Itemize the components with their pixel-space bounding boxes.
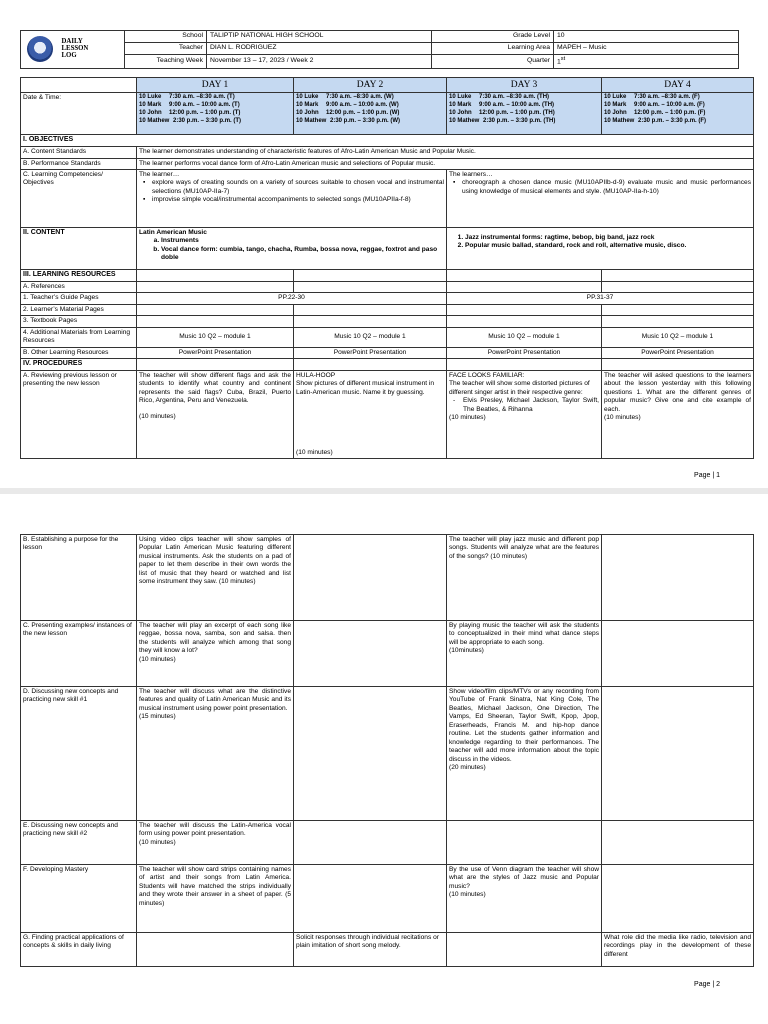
grade-value: 10 xyxy=(554,31,739,43)
lm-label: 2. Learner’s Material Pages xyxy=(21,304,137,315)
proc-g-day2: Solicit responses through individual recitations or plain imitation of short song melody. xyxy=(294,933,447,967)
other-resources-value: PowerPoint Presentation xyxy=(602,347,754,358)
competencies-right xyxy=(447,169,754,227)
schedule-line: 10 Mark 9:00 a.m. – 10:00 a.m. (W) xyxy=(296,102,399,109)
tg-pages-left: PP.22-30 xyxy=(137,293,447,304)
page-number: Page | 2 xyxy=(694,981,720,988)
competency-item: ▪ choreograph a chosen dance music (MU10APIIb-d-9) evaluate music and music performances using knowledge of musical elements and style. (MU10AP-IIa-h-10) xyxy=(457,179,751,196)
proc-g-day4: What role did the media like radio, television and recordings play in the development of these different xyxy=(602,933,754,967)
proc-b-day3: The teacher will play jazz music and different pop songs. Students will analyze what are the features of the songs? (10 minutes) xyxy=(447,535,602,621)
content-title: Latin American Music xyxy=(139,228,207,236)
corner-cell xyxy=(21,78,137,93)
quarter-number: 1 xyxy=(557,58,561,66)
quarter-label: Quarter xyxy=(432,55,554,69)
proc-c-day3: By playing music the teacher will ask the students to conceptualized in their mind what dance steps will be appropriate to each song. (10minutes) xyxy=(447,621,602,687)
content-heading: II. CONTENT xyxy=(21,227,137,269)
week-value: November 13 – 17, 2023 / Week 2 xyxy=(207,55,432,69)
content-std-label: A. Content Standards xyxy=(21,147,137,158)
area-label: Learning Area xyxy=(432,43,554,55)
header-table xyxy=(20,30,739,69)
content-item: a. Instruments xyxy=(161,237,444,245)
schedule-line: 10 Mark 9:00 a.m. – 10:00 a.m. (TH) xyxy=(449,102,555,109)
tg-label: 1. Teacher’s Guide Pages xyxy=(21,293,137,304)
title-line: DAILY xyxy=(61,38,83,46)
day-header: DAY 2 xyxy=(294,78,447,93)
perf-std-text: The learner performs vocal dance form of Afro-Latin American music and selections of Popular music. xyxy=(137,158,754,169)
proc-a-day3: FACE LOOKS FAMILIAR: The teacher will show some distorted pictures of different singer artist in their respective genre: - Elvis Presley, Michael Jackson, Taylor Swift, The Beatles, & Rihanna (10 minutes) xyxy=(447,370,602,458)
quarter-value xyxy=(554,55,739,69)
other-resources-value: PowerPoint Presentation xyxy=(294,347,447,358)
schedule-line: 10 Luke 7:30 a.m. –8:30 a.m. (T) xyxy=(139,94,235,101)
proc-c-label: C. Presenting examples/ instances of the new lesson xyxy=(21,621,137,687)
schedule-line: 10 Luke 7:30 a.m. –8:30 a.m. (F) xyxy=(604,94,700,101)
page-1 xyxy=(0,0,768,494)
competency-item: ▪ explore ways of creating sounds on a variety of sources suitable to chosen vocal and instrumental selections (MU10AP-IIa-7) xyxy=(147,179,444,196)
resources-heading: III. LEARNING RESOURCES xyxy=(21,269,137,281)
schedule-line: 10 John 12:00 p.m. – 1:00 p.m. (TH) xyxy=(449,109,555,116)
schedule-line: 10 Mathew 2:30 p.m. – 3:30 p.m. (F) xyxy=(604,117,707,124)
content-right xyxy=(447,227,754,269)
teacher-value: DIAN L. RODRIGUEZ xyxy=(207,43,432,55)
proc-e-label: E. Discussing new concepts and practicing new skill #2 xyxy=(21,821,137,865)
quarter-suffix: st xyxy=(560,56,566,62)
school-label: School xyxy=(125,31,207,43)
proc-a-day1: The teacher will show different flags and ask the students to identify what country and continent represents the said flags? Cuba, Brazil, Puerto Rico, Argentina, Peru and Venezuela. (10 minutes) xyxy=(137,370,294,458)
day-header: DAY 4 xyxy=(602,78,754,93)
schedule-day4 xyxy=(602,93,754,135)
content-item: 1. Jazz instrumental forms: ragtime, bebop, big band, jazz rock xyxy=(465,234,751,242)
school-seal-icon xyxy=(27,36,53,62)
proc-a-day2: HULA-HOOP Show pictures of different musical instrument in Latin-American music. Name it by guessing. (10 minutes) xyxy=(294,370,447,458)
tb-label: 3. Textbook Pages xyxy=(21,316,137,327)
schedule-line: 10 Mark 9:00 a.m. – 10:00 a.m. (T) xyxy=(139,102,240,109)
lesson-table-page1 xyxy=(20,77,754,459)
dll-title xyxy=(59,31,125,69)
schedule-day3 xyxy=(447,93,602,135)
date-time-label: Date & Time: xyxy=(21,93,137,135)
add-materials-value: Music 10 Q2 – module 1 xyxy=(447,327,602,347)
content-std-text: The learner demonstrates understanding of characteristic features of Afro-Latin American Music and Popular Music. xyxy=(137,147,754,158)
proc-d-label: D. Discussing new concepts and practicing new skill #1 xyxy=(21,687,137,821)
schedule-line: 10 Mathew 2:30 p.m. – 3:30 p.m. (W) xyxy=(296,117,401,124)
competency-item: ▪ improvise simple vocal/instrumental accompaniments to selected songs (MU10APIIa-f-8) xyxy=(147,196,444,204)
schedule-line: 10 Mark 9:00 a.m. – 10:00 a.m. (F) xyxy=(604,102,705,109)
competencies-intro: The learners… xyxy=(449,170,493,178)
add-materials-value: Music 10 Q2 – module 1 xyxy=(294,327,447,347)
schedule-day2 xyxy=(294,93,447,135)
proc-d-day1: The teacher will discuss what are the distinctive features and quality of Latin American Music and its musical instrument using power point presentation. (15 minutes) xyxy=(137,687,294,821)
proc-e-day1: The teacher will discuss the Latin-America vocal form using power point presentation. (10 minutes) xyxy=(137,821,294,865)
content-left xyxy=(137,227,447,269)
proc-b-label: B. Establishing a purpose for the lesson xyxy=(21,535,137,621)
proc-d-day3: Show video/film clips/MTVs or any recording from YouTube of Frank Sinatra, Nat King Cole, The Beatles, Michael Jackson, One Direction, The Vamps, Ed Sheeran, Taylor Swift, Kpop, Jpop, Eraserheads, Francis M. and hip-hop dance routine. Let the students gather information and knowledge regarding to their performances. The teacher will add more information about the topic discuss in the videos. (20 minutes) xyxy=(447,687,602,821)
other-resources-label: B. Other Learning Resources xyxy=(21,347,137,358)
schedule-line: 10 John 12:00 p.m. – 1:00 p.m. (F) xyxy=(604,109,706,116)
school-value: TALIPTIP NATIONAL HIGH SCHOOL xyxy=(207,31,432,43)
schedule-line: 10 Luke 7:30 a.m. –8:30 a.m. (TH) xyxy=(449,94,550,101)
week-label: Teaching Week xyxy=(125,55,207,69)
area-value: MAPEH – Music xyxy=(554,43,739,55)
page-number: Page | 1 xyxy=(694,472,720,479)
competencies-intro: The learner… xyxy=(139,170,180,178)
other-resources-value: PowerPoint Presentation xyxy=(137,347,294,358)
title-line: LOG xyxy=(61,51,77,59)
proc-a-label: A. Reviewing previous lesson or presenting the new lesson xyxy=(21,370,137,458)
proc-a-day4: The teacher will asked questions to the learners about the lesson yesterday with this following questions 1. What are the different genres of popular music? Give one and cite example of each. (10 minutes) xyxy=(602,370,754,458)
content-item: 2. Popular music ballad, standard, rock and roll, alternative music, disco. xyxy=(465,242,751,250)
add-materials-label: 4. Additional Materials from Learning Resources xyxy=(21,327,137,347)
perf-std-label: B. Performance Standards xyxy=(21,158,137,169)
proc-f-label: F. Developing Mastery xyxy=(21,865,137,933)
add-materials-value: Music 10 Q2 – module 1 xyxy=(602,327,754,347)
competencies-label: C. Learning Competencies/ Objectives xyxy=(21,169,137,227)
day-header: DAY 3 xyxy=(447,78,602,93)
school-seal-cell xyxy=(21,31,59,69)
grade-label: Grade Level xyxy=(432,31,554,43)
proc-f-day1: The teacher will show card strips containing names of artist and their songs from Latin America. Students will have matched the strips individually and they wrote their answer in a sheet of paper. (5 minutes) xyxy=(137,865,294,933)
competencies-left xyxy=(137,169,447,227)
other-resources-value: PowerPoint Presentation xyxy=(447,347,602,358)
teacher-label: Teacher xyxy=(125,43,207,55)
objectives-heading: I. OBJECTIVES xyxy=(21,135,754,147)
tg-pages-right: PP.31-37 xyxy=(447,293,754,304)
schedule-line: 10 John 12:00 p.m. – 1:00 p.m. (W) xyxy=(296,109,400,116)
schedule-line: 10 John 12:00 p.m. – 1:00 p.m. (T) xyxy=(139,109,241,116)
procedures-heading: IV. PROCEDURES xyxy=(21,359,137,371)
add-materials-value: Music 10 Q2 – module 1 xyxy=(137,327,294,347)
schedule-line: 10 Luke 7:30 a.m. –8:30 a.m. (W) xyxy=(296,94,394,101)
day-header: DAY 1 xyxy=(137,78,294,93)
schedule-day1 xyxy=(137,93,294,135)
schedule-line: 10 Mathew 2:30 p.m. – 3:30 p.m. (TH) xyxy=(449,117,556,124)
proc-b-day1: Using video clips teacher will show samples of Popular Latin American Music featuring different musical instruments. Ask the students on a pad of paper to let them describe in their own words the list of music that they heard or watched and list some instrument they saw. (10 minutes) xyxy=(137,535,294,621)
title-line: LESSON xyxy=(61,45,89,53)
schedule-line: 10 Mathew 2:30 p.m. – 3:30 p.m. (T) xyxy=(139,117,242,124)
content-item: b. Vocal dance form: cumbia, tango, chacha, Rumba, bossa nova, reggae, foxtrot and paso doble xyxy=(161,246,444,263)
lesson-table-page2 xyxy=(20,534,754,967)
references-label: A. References xyxy=(21,281,137,292)
proc-c-day1: The teacher will play an excerpt of each song like reggae, bossa nova, samba, son and salsa. then the students will analyze which among that song they will know a lot? (10 minutes) xyxy=(137,621,294,687)
page-2 xyxy=(0,494,768,1024)
proc-g-label: G. Finding practical applications of concepts & skills in daily living xyxy=(21,933,137,967)
proc-f-day3: By the use of Venn diagram the teacher will show what are the styles of Jazz music and Popular music? (10 minutes) xyxy=(447,865,602,933)
